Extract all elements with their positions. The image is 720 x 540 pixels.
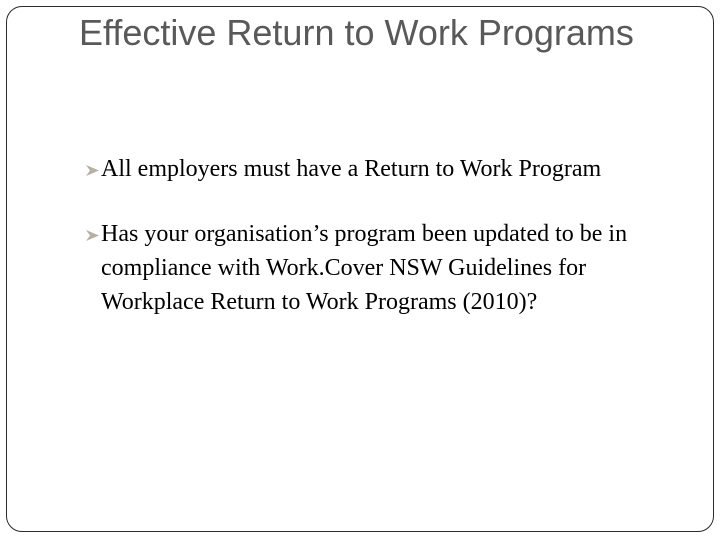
arrowhead-bullet-icon bbox=[86, 230, 99, 241]
bullet-text: Has your organisation’s program been updated to be in compliance with Work.Cover NSW Guidelines for Workplace Return to Work Programs (2010)? bbox=[101, 221, 628, 315]
arrowhead-bullet-icon bbox=[86, 165, 99, 176]
list-item bbox=[83, 152, 683, 186]
slide-title: Effective Return to Work Programs bbox=[79, 12, 634, 53]
bullet-list bbox=[83, 152, 683, 350]
bullet-text: All employers must have a Return to Work Program bbox=[101, 156, 602, 182]
list-item bbox=[83, 217, 683, 319]
